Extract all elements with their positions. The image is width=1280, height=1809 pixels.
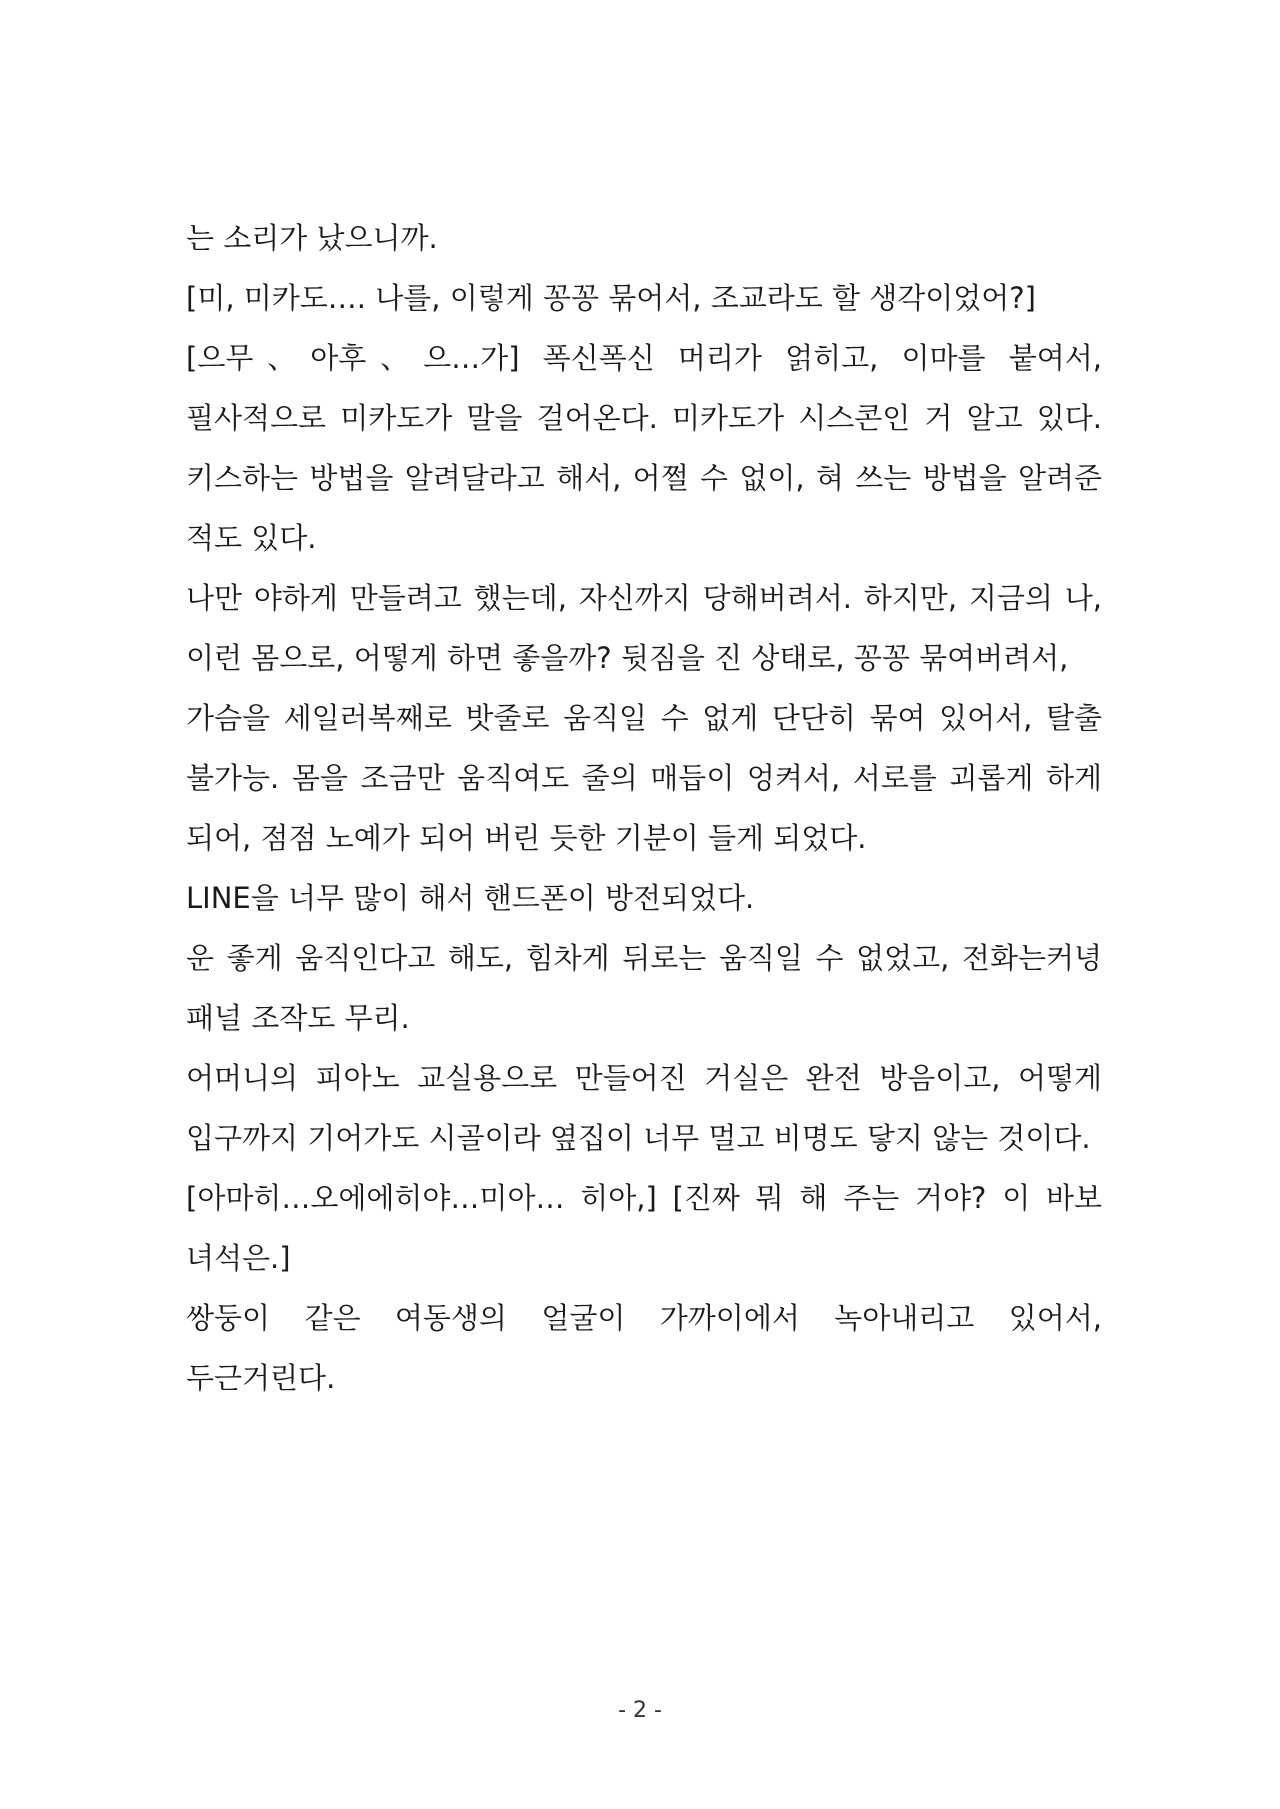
- paragraph: 가슴을 세일러복째로 밧줄로 움직일 수 없게 단단히 묶여 있어서, 탈출 불가능. 몸을 조금만 움직여도 줄의 매듭이 엉켜서, 서로를 괴롭게 하게 되어, 점점 노예가 되어 버린 듯한 기분이 들게 되었다.: [186, 701, 1102, 855]
- body-text: [186, 208, 1102, 1408]
- paragraph: LINE을 너무 많이 해서 핸드폰이 방전되었다.: [186, 881, 755, 915]
- paragraph: 쌍둥이 같은 여동생의 얼굴이 가까이에서 녹아내리고 있어서, 두근거린다.: [186, 1301, 1102, 1395]
- paragraph: [아마히…오에에히야…미아… 히아,] [진짜 뭐 해 주는 거야? 이 바보 녀석은.]: [186, 1181, 1102, 1275]
- paragraph: 는 소리가 났으니까.: [186, 221, 438, 255]
- paragraph: 운 좋게 움직인다고 해도, 힘차게 뒤로는 움직일 수 없었고, 전화는커녕 패널 조작도 무리.: [186, 941, 1102, 1035]
- paragraph: [미, 미카도…. 나를, 이렇게 꽁꽁 묶어서, 조교라도 할 생각이었어?]: [186, 281, 1036, 315]
- paragraph: 어머니의 피아노 교실용으로 만들어진 거실은 완전 방음이고, 어떻게 입구까지 기어가도 시골이라 옆집이 너무 멀고 비명도 닿지 않는 것이다.: [186, 1061, 1102, 1155]
- page-number: - 2 -: [618, 1698, 662, 1723]
- paragraph: 나만 야하게 만들려고 했는데, 자신까지 당해버려서. 하지만, 지금의 나, 이런 몸으로, 어떻게 하면 좋을까? 뒷짐을 진 상태로, 꽁꽁 묶여버려서,: [186, 581, 1102, 675]
- paragraph: [으무、아후、으…가] 폭신폭신 머리가 얽히고, 이마를 붙여서, 필사적으로 미카도가 말을 걸어온다. 미카도가 시스콘인 거 알고 있다. 키스하는 방법을 알려달라고 해서, 어쩔 수 없이, 혀 쓰는 방법을 알려준 적도 있다.: [186, 341, 1102, 555]
